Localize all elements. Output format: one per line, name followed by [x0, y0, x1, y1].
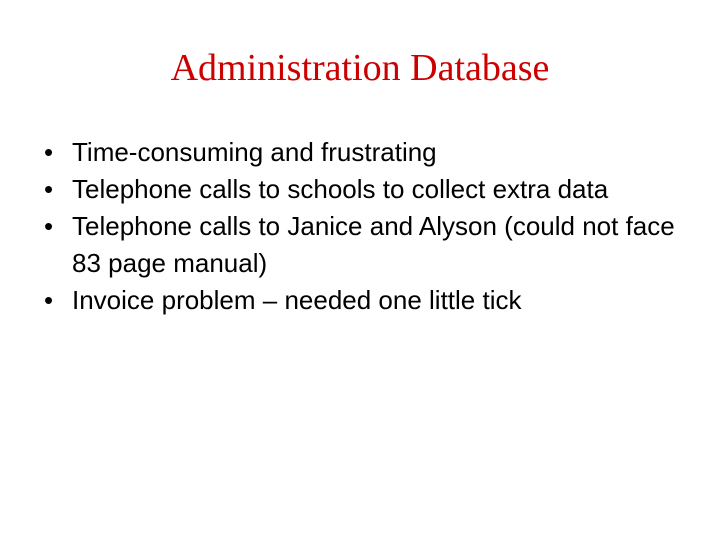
- bullet-item: [44, 171, 684, 208]
- bullet-icon: •: [44, 211, 54, 241]
- bullet-item: [44, 282, 684, 319]
- bullet-item: [44, 134, 684, 171]
- bullet-icon: •: [44, 174, 54, 204]
- bullet-text: Telephone calls to Janice and Alyson (could not face 83 page manual): [72, 211, 675, 278]
- bullet-item: [44, 208, 684, 282]
- bullet-icon: •: [44, 285, 54, 315]
- bullet-icon: •: [44, 137, 54, 167]
- bullet-list: [44, 134, 684, 319]
- bullet-text: Telephone calls to schools to collect extra data: [72, 174, 609, 204]
- bullet-text: Time-consuming and frustrating: [72, 137, 437, 167]
- bullet-text: Invoice problem – needed one little tick: [72, 285, 522, 315]
- slide-title: Administration Database: [170, 47, 550, 89]
